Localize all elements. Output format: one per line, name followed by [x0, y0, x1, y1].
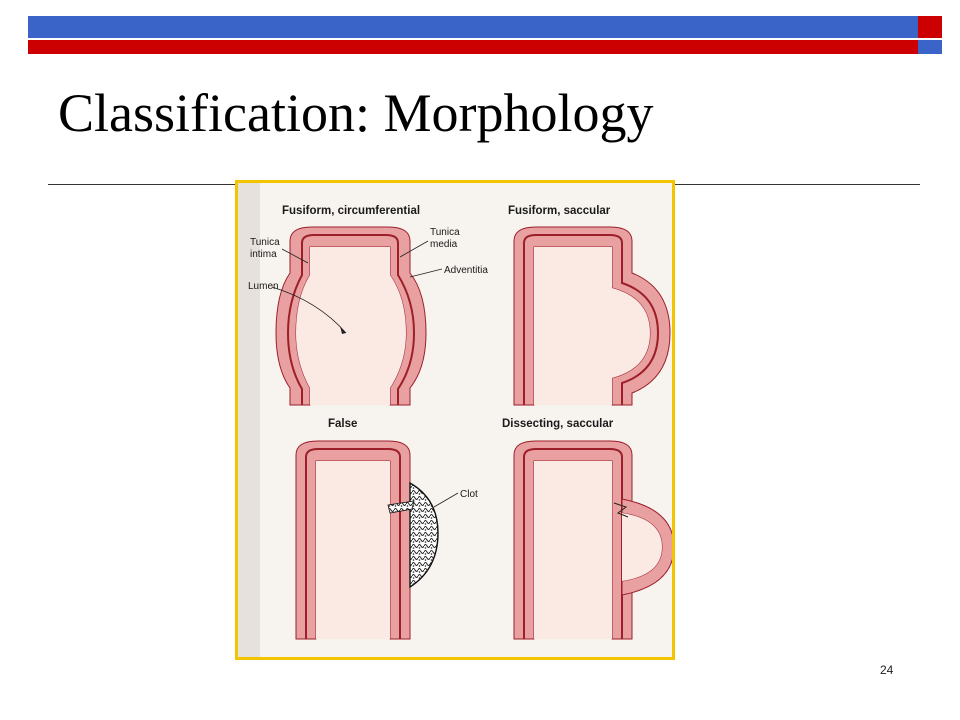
label-clot: Clot: [460, 489, 478, 500]
label-tunica-media-1: Tunica: [430, 227, 460, 238]
header-corner-red: [918, 16, 942, 38]
panel-false: [296, 418, 478, 639]
lumen: [534, 461, 612, 639]
page-number: 24: [880, 663, 894, 677]
panel-label: False: [328, 418, 358, 430]
label-tunica-intima-2: intima: [250, 249, 277, 260]
lumen: [296, 247, 406, 405]
panel-fusiform-saccular: [508, 205, 670, 405]
figure-illustration: [238, 183, 672, 657]
leader-line: [434, 493, 458, 507]
header-bar-red: [28, 40, 918, 54]
panel-fusiform-circumferential: [248, 205, 488, 405]
leader-line: [410, 269, 442, 277]
label-lumen: Lumen: [248, 281, 279, 292]
header-bar-blue: [28, 16, 918, 38]
panel-label: Fusiform, circumferential: [282, 205, 421, 217]
header-corner-blue: [918, 40, 942, 54]
panel-label: Fusiform, saccular: [508, 205, 611, 217]
label-adventitia: Adventitia: [444, 265, 488, 276]
panel-label: Dissecting, saccular: [502, 418, 614, 430]
clot: [410, 483, 438, 587]
label-tunica-media-2: media: [430, 239, 458, 250]
lumen: [316, 461, 390, 639]
slide-title: Classification: Morphology: [58, 83, 654, 143]
label-tunica-intima-1: Tunica: [250, 237, 280, 248]
panel-dissecting-saccular: [502, 418, 672, 639]
aneurysm-morphology-figure: [235, 180, 675, 660]
